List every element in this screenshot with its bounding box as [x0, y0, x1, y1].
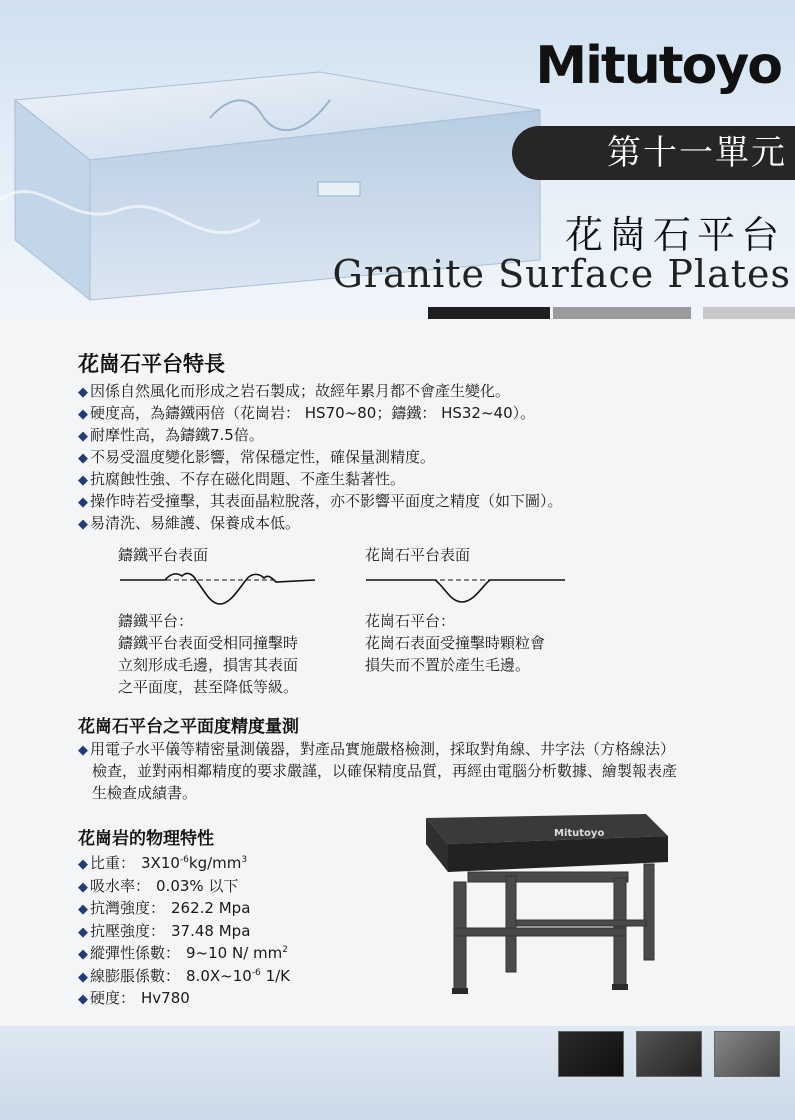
- diamond-bullet-icon: ◆: [78, 517, 88, 532]
- physical-value: 8.0X~10: [186, 966, 252, 985]
- physical-unit-exponent: 2: [282, 945, 288, 955]
- diamond-bullet-icon: ◆: [78, 992, 88, 1007]
- granite-surface-label: 花崗石平台表面: [365, 546, 471, 564]
- feature-item: ◆ 因係自然風化而形成之岩石製成；故經年累月都不會產生變化。: [78, 382, 511, 400]
- feature-item: ◆ 抗腐蝕性強、不存在磁化問題、不產生黏著性。: [78, 470, 406, 488]
- physical-item: [78, 897, 250, 918]
- diamond-bullet-icon: ◆: [78, 969, 88, 985]
- physical-label: 抗壓強度：: [90, 921, 166, 940]
- accuracy-line: 生檢查成績書。: [92, 784, 198, 802]
- feature-item: ◆ 易清洗、易維護、保養成本低。: [78, 514, 301, 532]
- physical-item: [78, 987, 190, 1008]
- features-title: 花崗石平台特長: [78, 352, 225, 376]
- plate-logo: Mitutoyo: [554, 828, 605, 839]
- diamond-bullet-icon: ◆: [78, 902, 88, 917]
- physical-exponent: -6: [179, 855, 189, 865]
- granite-caption: [365, 610, 545, 676]
- divider-bar-light: [703, 307, 795, 319]
- physical-item: [78, 942, 288, 963]
- feature-item: ◆ 不易受溫度變化影響，常保穩定性，確保量測精度。: [78, 448, 436, 466]
- plate-thumbnail-3: [714, 1031, 780, 1077]
- physical-item: [78, 875, 238, 896]
- accuracy-title: 花崗石平台之平面度精度量測: [78, 717, 299, 737]
- physical-label: 縱彈性係數：: [90, 944, 181, 962]
- diamond-bullet-icon: ◆: [78, 743, 88, 758]
- divider-bar-grey: [553, 307, 691, 319]
- unit-badge: 第十一單元: [512, 126, 795, 180]
- granite-caption-line: 損失而不置於產生毛邊。: [365, 656, 531, 674]
- granite-caption-line: 花崗石表面受撞擊時顆粒會: [365, 634, 546, 652]
- cast-iron-profile: [120, 573, 315, 604]
- physical-value: 9~10 N/ mm: [186, 944, 283, 962]
- cast-iron-surface-label: 鑄鐵平台表面: [118, 546, 209, 564]
- feature-item: ◆ 耐摩性高，為鑄鐵7.5倍。: [78, 426, 264, 444]
- feature-item: ◆ 硬度高，為鑄鐵兩倍（花崗岩： HS70~80；鑄鐵： HS32~40）。: [78, 404, 536, 422]
- cast-iron-caption-line: 之平面度，甚至降低等級。: [118, 678, 299, 696]
- granite-profile: [366, 580, 565, 602]
- cast-iron-caption-line: 立刻形成毛邊，損害其表面: [118, 656, 299, 674]
- diamond-bullet-icon: ◆: [78, 879, 88, 895]
- plate-thumbnail-1: [558, 1031, 624, 1077]
- mitutoyo-logo: Mitutoyo: [535, 36, 781, 96]
- plate-thumbnail-2: [636, 1031, 702, 1077]
- physical-item: [78, 920, 250, 941]
- granite-plate-stand-photo: [418, 800, 678, 1000]
- diamond-bullet-icon: ◆: [78, 495, 88, 510]
- feature-item: ◆ 操作時若受撞擊，其表面晶粒脫落，亦不影響平面度之精度（如下圖）。: [78, 492, 563, 510]
- physical-unit-exponent: 3: [241, 855, 248, 865]
- physical-exponent: -6: [251, 967, 261, 978]
- physical-item: [78, 965, 290, 986]
- physical-label: 線膨脹係數：: [90, 966, 181, 985]
- physical-value: 0.03% 以下: [156, 876, 239, 895]
- physical-title: 花崗岩的物理特性: [78, 829, 214, 849]
- diamond-bullet-icon: ◆: [78, 385, 88, 400]
- page-title-en: Granite Surface Plates: [332, 252, 791, 296]
- diamond-bullet-icon: ◆: [78, 429, 88, 444]
- physical-value: 37.48 Mpa: [171, 921, 251, 940]
- diamond-bullet-icon: ◆: [78, 407, 88, 422]
- granite-caption-title: 花崗石平台：: [365, 612, 456, 630]
- accuracy-line: ◆ 用電子水平儀等精密量測儀器，對產品實施嚴格檢測，採取對角線、井字法（方格線法）: [78, 740, 676, 758]
- cast-iron-caption-title: 鑄鐵平台：: [118, 612, 194, 630]
- physical-unit: 1/K: [260, 966, 290, 985]
- cast-iron-caption: [118, 610, 298, 698]
- diamond-bullet-icon: ◆: [78, 857, 88, 872]
- diamond-bullet-icon: ◆: [78, 473, 88, 488]
- physical-label: 抗灣強度：: [90, 899, 166, 917]
- header-band: [0, 0, 795, 320]
- page-title-zh: 花崗石平台: [564, 213, 785, 257]
- physical-item: [78, 852, 247, 873]
- physical-label: 吸水率：: [90, 876, 151, 895]
- diamond-bullet-icon: ◆: [78, 947, 88, 962]
- physical-value: 262.2 Mpa: [171, 899, 251, 917]
- accuracy-line: 檢查，並對兩相鄰精度的要求嚴謹，以確保精度品質，再經由電腦分析數據、繪製報表產: [92, 762, 678, 780]
- physical-label: 硬度：: [90, 989, 136, 1007]
- cast-iron-caption-line: 鑄鐵平台表面受相同撞擊時: [118, 634, 299, 652]
- diamond-bullet-icon: ◆: [78, 451, 88, 466]
- divider-bar-dark: [428, 307, 550, 319]
- diamond-bullet-icon: ◆: [78, 924, 88, 940]
- physical-label: 比重：: [90, 854, 136, 872]
- physical-value: 3X10: [141, 854, 180, 872]
- physical-value: Hv780: [141, 989, 190, 1007]
- physical-unit: kg/mm: [188, 854, 242, 872]
